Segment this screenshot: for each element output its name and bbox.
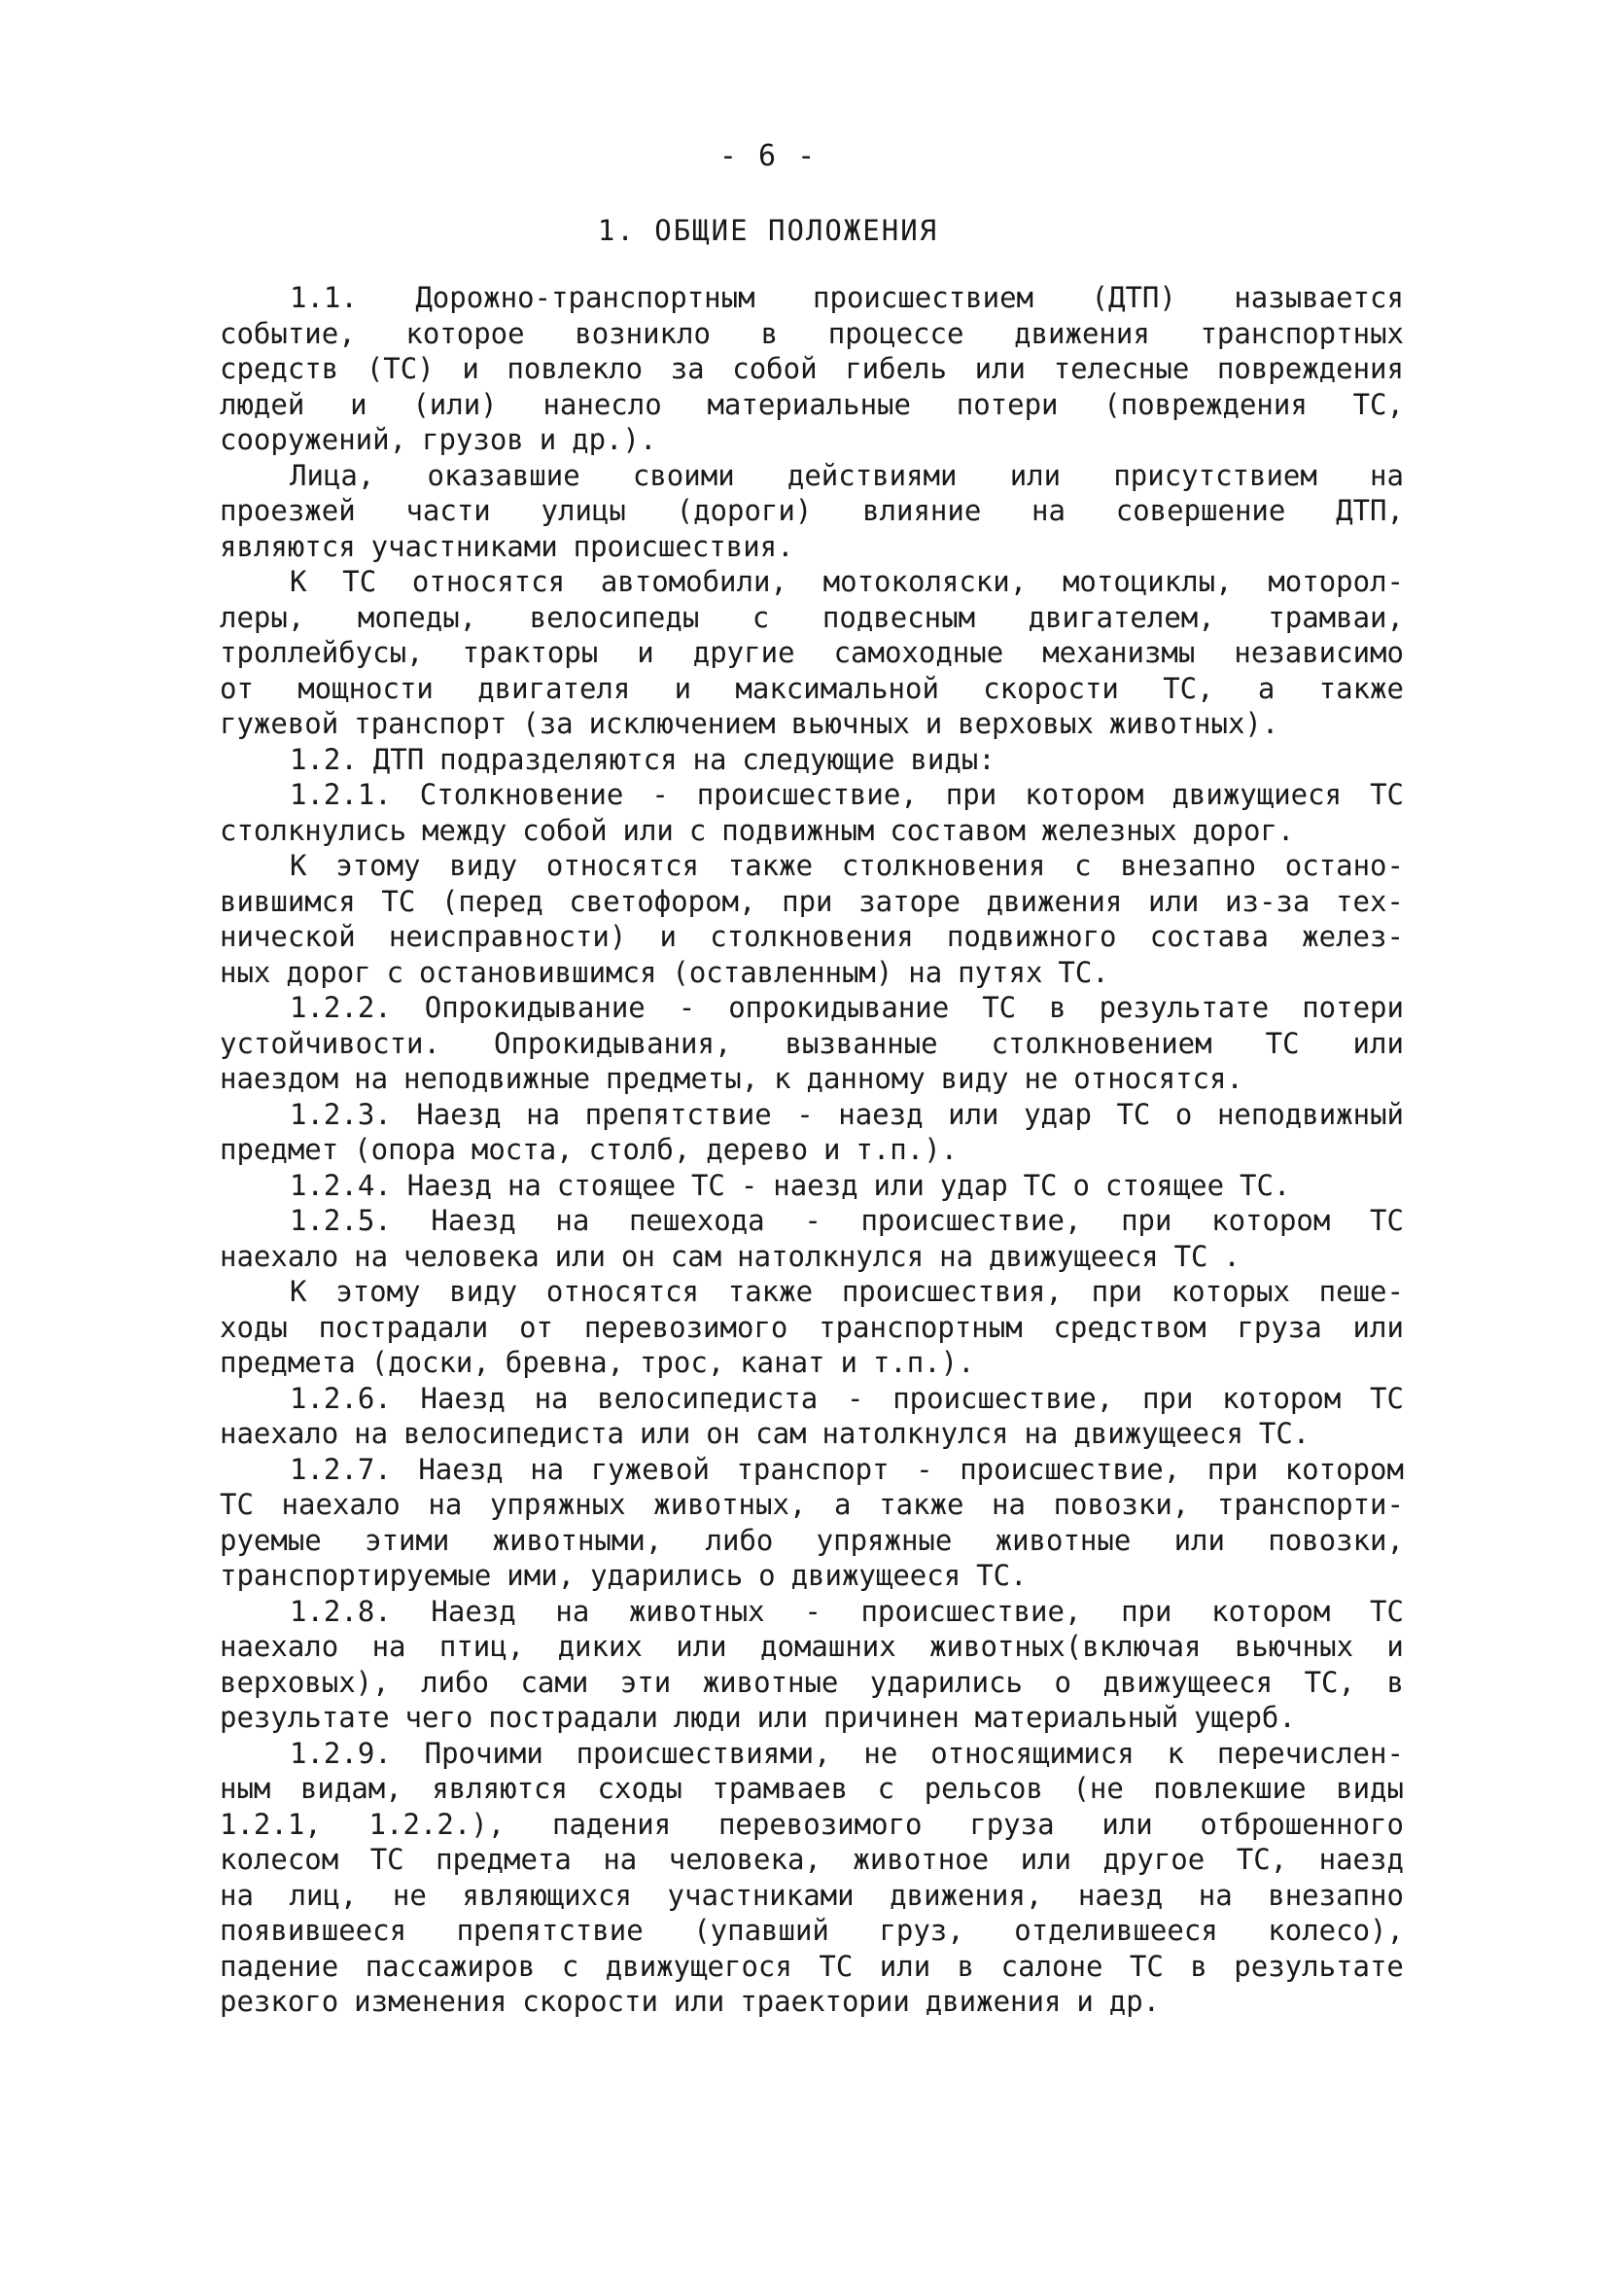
text-line: наехало на человека или он сам натолкнулся на движущееся ТС . (220, 1239, 1241, 1273)
text-line: предмет (опора моста, столб, дерево и т.п.). (220, 1133, 959, 1166)
text-line: гужевой транспорт (за исключением вьючных и верховых животных). (220, 707, 1279, 740)
text-line: средств (ТС) и повлекло за собой гибель или телесные повреждения (220, 352, 1404, 385)
text-line: К этому виду относятся также происшествия, при которых пеше- (290, 1275, 1404, 1308)
text-line: 1.2.1, 1.2.2.), падения перевозимого груза или отброшенного (220, 1807, 1404, 1841)
text-line: наездом на неподвижные предметы, к данному виду не относятся. (220, 1062, 1243, 1095)
text-line: колесом ТС предмета на человека, животное или другое ТС, наезд (220, 1843, 1404, 1876)
text-line: К этому виду относятся также столкновения с внезапно остано- (290, 849, 1404, 882)
body-text (220, 280, 1404, 2020)
text-line: ТС наехало на упряжных животных, а также на повозки, транспорти- (220, 1488, 1404, 1521)
text-line: проезжей части улицы (дороги) влияние на совершение ДТП, (220, 494, 1404, 527)
text-line: результате чего пострадали люди или причинен материальный ущерб. (220, 1701, 1296, 1734)
text-line: ным видам, являются сходы трамваев с рельсов (не повлекшие виды (220, 1772, 1404, 1805)
text-line: нической неисправности) и столкновения подвижного состава желез- (220, 920, 1404, 953)
text-line: троллейбусы, тракторы и другие самоходные механизмы независимо (220, 636, 1404, 669)
text-line: столкнулись между собой или с подвижным составом железных дорог. (220, 813, 1295, 847)
section-title: 1. ОБЩИЕ ПОЛОЖЕНИЯ (597, 214, 939, 247)
text-line: являются участниками происшествия. (220, 529, 794, 563)
text-line: наехало на велосипедиста или он сам натолкнулся на движущееся ТС. (220, 1417, 1311, 1450)
text-line: верховых), либо сами эти животные ударились о движущееся ТС, в (220, 1665, 1404, 1699)
text-line: резкого изменения скорости или траектории движения и др. (220, 1985, 1161, 2018)
text-line: 1.2.8. Наезд на животных - происшествие, при котором ТС (290, 1594, 1404, 1628)
text-line: наехало на птиц, диких или домашних животных(включая вьючных и (220, 1630, 1404, 1663)
text-line: 1.2.9. Прочими происшествиями, не относящимися к перечислен- (290, 1736, 1404, 1770)
text-line: 1.2.5. Наезд на пешехода - происшествие, при котором ТС (290, 1204, 1404, 1237)
text-line: от мощности двигателя и максимальной скорости ТС, а также (220, 671, 1404, 705)
text-line: 1.2. ДТП подразделяются на следующие виды: (290, 742, 996, 776)
page-number: - 6 - (718, 139, 818, 173)
text-line: падение пассажиров с движущегося ТС или в салоне ТС в результате (220, 1949, 1404, 1983)
text-line: 1.1. Дорожно-транспортным происшествием (ДТП) называется (290, 281, 1404, 314)
text-line: транспортируемые ими, ударились о движущееся ТС. (220, 1559, 1028, 1592)
text-line: устойчивости. Опрокидывания, вызванные столкновением ТС или (220, 1026, 1404, 1060)
text-line: предмета (доски, бревна, трос, канат и т.п.). (220, 1346, 975, 1379)
text-line: Лица, оказавшие своими действиями или присутствием на (290, 458, 1404, 492)
text-line: 1.2.4. Наезд на стоящее ТС - наезд или удар ТС о стоящее ТС. (290, 1168, 1291, 1202)
text-line: К ТС относятся автомобили, мотоколяски, мотоциклы, моторол- (290, 565, 1404, 598)
text-line: руемые этими животными, либо упряжные животные или повозки, (220, 1523, 1404, 1557)
text-line: ходы пострадали от перевозимого транспортным средством груза или (220, 1310, 1404, 1344)
text-line: появившееся препятствие (упавший груз, отделившееся колесо), (220, 1914, 1404, 1947)
text-line: 1.2.3. Наезд на препятствие - наезд или удар ТС о неподвижный (290, 1097, 1404, 1131)
text-line: на лиц, не являющихся участниками движения, наезд на внезапно (220, 1878, 1404, 1912)
text-line: ных дорог с остановившимся (оставленным) на путях ТС. (220, 955, 1109, 989)
text-line: людей и (или) нанесло материальные потери (повреждения ТС, (220, 387, 1404, 421)
text-line: 1.2.6. Наезд на велосипедиста - происшествие, при котором ТС (290, 1381, 1404, 1415)
text-line: леры, мопеды, велосипеды с подвесным двигателем, трамваи, (220, 600, 1404, 634)
text-line: 1.2.1. Столкновение - происшествие, при котором движущиеся ТС (290, 778, 1404, 811)
text-line: сооружений, грузов и др.). (220, 423, 657, 456)
text-line: 1.2.7. Наезд на гужевой транспорт - происшествие, при котором (290, 1452, 1404, 1486)
text-line: вившимся ТС (перед светофором, при заторе движения или из-за тех- (220, 884, 1404, 918)
text-line: событие, которое возникло в процессе движения транспортных (220, 316, 1404, 350)
text-line: 1.2.2. Опрокидывание - опрокидывание ТС в результате потери (290, 991, 1404, 1024)
